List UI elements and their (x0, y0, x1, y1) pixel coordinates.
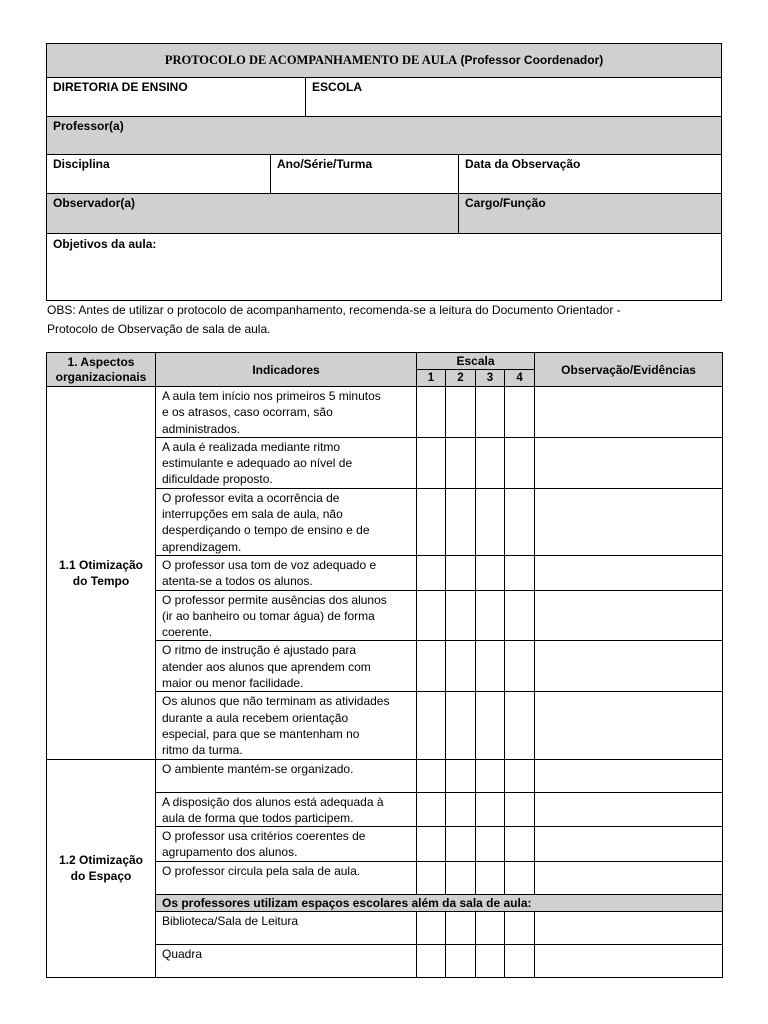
diretoria-row (47, 78, 722, 117)
indicator-text (156, 555, 417, 590)
scale-cell-4[interactable] (505, 692, 535, 759)
aspect-label-line2: do Tempo (72, 573, 130, 588)
indicator-line: aprendizagem. (162, 539, 242, 554)
objetivos-field[interactable]: Objetivos da aula: (47, 234, 722, 301)
scale-cell-3[interactable] (476, 944, 505, 977)
indicator-line: aula de forma que todos participem. (162, 810, 354, 825)
scale-cell-4[interactable] (505, 911, 535, 944)
scale-cell-4[interactable] (505, 827, 535, 862)
indicator-line: interrupções em sala de aula, não (162, 507, 343, 522)
evidence-cell[interactable] (535, 861, 723, 894)
scale-cell-3[interactable] (476, 792, 505, 827)
indicator-line: agrupamento dos alunos. (162, 845, 298, 860)
indicator-line: O ambiente mantém-se organizado. (162, 761, 354, 776)
indicator-line: O ritmo de instrução é ajustado para (162, 643, 357, 658)
space-line: Quadra (162, 946, 203, 961)
indicator-line: A aula tem início nos primeiros 5 minutos (162, 389, 381, 403)
disciplina-field[interactable]: Disciplina (47, 155, 271, 194)
scale-cell-3[interactable] (476, 555, 505, 590)
scale-cell-2[interactable] (446, 641, 476, 692)
indicator-line: (ir ao banheiro ou tomar água) de forma (162, 608, 375, 623)
indicator-text (156, 387, 417, 438)
space-name (156, 911, 417, 944)
scale-2: 2 (446, 370, 476, 387)
indicator-line: O professor usa critérios coerentes de (162, 829, 366, 844)
indicator-text (156, 488, 417, 555)
escola-field[interactable]: ESCOLA (306, 78, 722, 117)
aspect-label-line1: 1.2 Otimização (58, 853, 144, 868)
scale-cell-1[interactable] (417, 911, 446, 944)
data-observacao-field[interactable]: Data da Observação (459, 155, 722, 194)
scale-cell-3[interactable] (476, 911, 505, 944)
scale-cell-2[interactable] (446, 590, 476, 641)
col-observation-header: Observação/Evidências (535, 353, 723, 387)
disciplina-row (47, 155, 722, 194)
indicator-line: A disposição dos alunos está adequada à (162, 794, 384, 809)
scale-cell-4[interactable] (505, 792, 535, 827)
scale-cell-1[interactable] (417, 759, 446, 792)
scale-cell-3[interactable] (476, 488, 505, 555)
cargo-funcao-field[interactable]: Cargo/Função (459, 194, 722, 234)
scale-cell-3[interactable] (476, 437, 505, 488)
professor-field[interactable]: Professor(a) (47, 117, 722, 155)
scale-cell-4[interactable] (505, 861, 535, 894)
indicator-text (156, 792, 417, 827)
indicator-line: e os atrasos, caso ocorram, são (162, 405, 333, 420)
indicator-text (156, 861, 417, 894)
scale-cell-2[interactable] (446, 792, 476, 827)
scale-cell-4[interactable] (505, 437, 535, 488)
col-aspects-line-2: organizacionais (55, 369, 147, 384)
indicator-text (156, 692, 417, 759)
scale-cell-2[interactable] (446, 944, 476, 977)
scale-cell-3[interactable] (476, 641, 505, 692)
scale-cell-3[interactable] (476, 861, 505, 894)
indicator-text (156, 437, 417, 488)
title-main: PROTOCOLO DE ACOMPANHAMENTO DE AULA (164, 53, 458, 67)
indicator-line: ritmo da turma. (162, 743, 243, 758)
scale-cell-1[interactable] (417, 387, 446, 438)
scale-cell-4[interactable] (505, 944, 535, 977)
scale-cell-1[interactable] (417, 827, 446, 862)
scale-cell-1[interactable] (417, 792, 446, 827)
scale-cell-2[interactable] (446, 759, 476, 792)
indicator-line: O professor circula pela sala de aula. (162, 863, 361, 878)
indicator-line: Os alunos que não terminam as atividades (162, 694, 390, 709)
scale-4: 4 (505, 370, 535, 387)
scale-cell-2[interactable] (446, 488, 476, 555)
table-row (47, 759, 723, 792)
aspect-label-line1: 1.1 Otimização (58, 557, 144, 572)
indicator-line: atenta-se a todos os alunos. (162, 574, 313, 589)
indicator-line: A aula é realizada mediante ritmo (162, 439, 341, 454)
title-sub: (Professor Coordenador) (460, 53, 604, 67)
section-time (47, 387, 723, 760)
indicator-line: O professor usa tom de voz adequado e (162, 557, 377, 572)
table-header-row (47, 353, 723, 370)
diretoria-field[interactable]: DIRETORIA DE ENSINO (47, 78, 306, 117)
observador-row (47, 194, 722, 234)
scale-cell-1[interactable] (417, 437, 446, 488)
evidence-cell[interactable] (535, 488, 723, 555)
aspect-time (47, 387, 156, 760)
indicator-text (156, 641, 417, 692)
scale-cell-4[interactable] (505, 387, 535, 438)
scale-cell-1[interactable] (417, 555, 446, 590)
scale-3: 3 (476, 370, 505, 387)
scale-cell-2[interactable] (446, 861, 476, 894)
scale-cell-1[interactable] (417, 488, 446, 555)
evidence-cell[interactable] (535, 827, 723, 862)
indicator-line: atender aos alunos que aprendem com (162, 659, 371, 674)
scale-cell-3[interactable] (476, 692, 505, 759)
evidence-cell[interactable] (535, 792, 723, 827)
col-indicators-header: Indicadores (156, 353, 417, 387)
scale-cell-4[interactable] (505, 759, 535, 792)
scale-cell-3[interactable] (476, 759, 505, 792)
title-row (47, 44, 722, 78)
indicator-line: maior ou menor facilidade. (162, 676, 304, 691)
indicator-text (156, 590, 417, 641)
document-title (47, 44, 722, 78)
objetivos-row (47, 234, 722, 301)
obs-note (47, 301, 723, 338)
space-name (156, 944, 417, 977)
scale-cell-4[interactable] (505, 641, 535, 692)
aspect-label-line2: do Espaço (70, 869, 132, 884)
indicator-line: coerente. (162, 625, 213, 640)
scale-cell-3[interactable] (476, 827, 505, 862)
scale-1: 1 (417, 370, 446, 387)
scale-cell-4[interactable] (505, 590, 535, 641)
evidence-cell[interactable] (535, 692, 723, 759)
indicator-line: administrados. (162, 421, 241, 436)
indicator-line: desperdiçando o tempo de ensino e de (162, 523, 370, 538)
scale-cell-2[interactable] (446, 437, 476, 488)
evidence-cell[interactable] (535, 387, 723, 438)
indicator-text (156, 827, 417, 862)
col-aspects-header (47, 353, 156, 387)
space-line: Biblioteca/Sala de Leitura (162, 913, 299, 928)
indicator-line: dificuldade proposto. (162, 472, 273, 487)
spaces-subheader: Os professores utilizam espaços escolares além da sala de aula: (156, 894, 723, 911)
scale-cell-1[interactable] (417, 641, 446, 692)
evidence-cell[interactable] (535, 759, 723, 792)
indicator-line: O professor evita a ocorrência de (162, 490, 340, 505)
indicator-line: estimulante e adequado ao nível de (162, 456, 353, 471)
scale-cell-4[interactable] (505, 555, 535, 590)
scale-cell-2[interactable] (446, 555, 476, 590)
scale-cell-2[interactable] (446, 911, 476, 944)
scale-cell-4[interactable] (505, 488, 535, 555)
observation-table (46, 352, 723, 978)
col-aspects-line-1: 1. Aspectos (67, 354, 135, 369)
scale-cell-2[interactable] (446, 387, 476, 438)
indicator-line: especial, para que se mantenham no (162, 726, 360, 741)
evidence-cell[interactable] (535, 437, 723, 488)
aspect-space (47, 759, 156, 977)
scale-cell-3[interactable] (476, 590, 505, 641)
scale-cell-2[interactable] (446, 827, 476, 862)
indicator-line: durante a aula recebem orientação (162, 710, 349, 725)
ano-serie-turma-field[interactable]: Ano/Série/Turma (271, 155, 459, 194)
scale-cell-1[interactable] (417, 944, 446, 977)
evidence-cell[interactable] (535, 944, 723, 977)
scale-cell-2[interactable] (446, 692, 476, 759)
obs-note-line-1: OBS: Antes de utilizar o protocolo de acompanhamento, recomenda-se a leitura do Documento Orientador - (47, 303, 621, 317)
professor-row (47, 117, 722, 155)
table-row (47, 387, 723, 438)
evidence-cell[interactable] (535, 911, 723, 944)
indicator-line: O professor permite ausências dos alunos (162, 592, 387, 607)
col-scale-header: Escala (417, 353, 535, 370)
scale-cell-1[interactable] (417, 692, 446, 759)
scale-cell-3[interactable] (476, 387, 505, 438)
evidence-cell[interactable] (535, 590, 723, 641)
evidence-cell[interactable] (535, 555, 723, 590)
scale-cell-1[interactable] (417, 590, 446, 641)
scale-cell-1[interactable] (417, 861, 446, 894)
section-space (47, 759, 723, 977)
evidence-cell[interactable] (535, 641, 723, 692)
obs-note-line-2: Protocolo de Observação de sala de aula. (47, 321, 271, 336)
header-table (46, 43, 722, 301)
observador-field[interactable]: Observador(a) (47, 194, 459, 234)
indicator-text (156, 759, 417, 792)
